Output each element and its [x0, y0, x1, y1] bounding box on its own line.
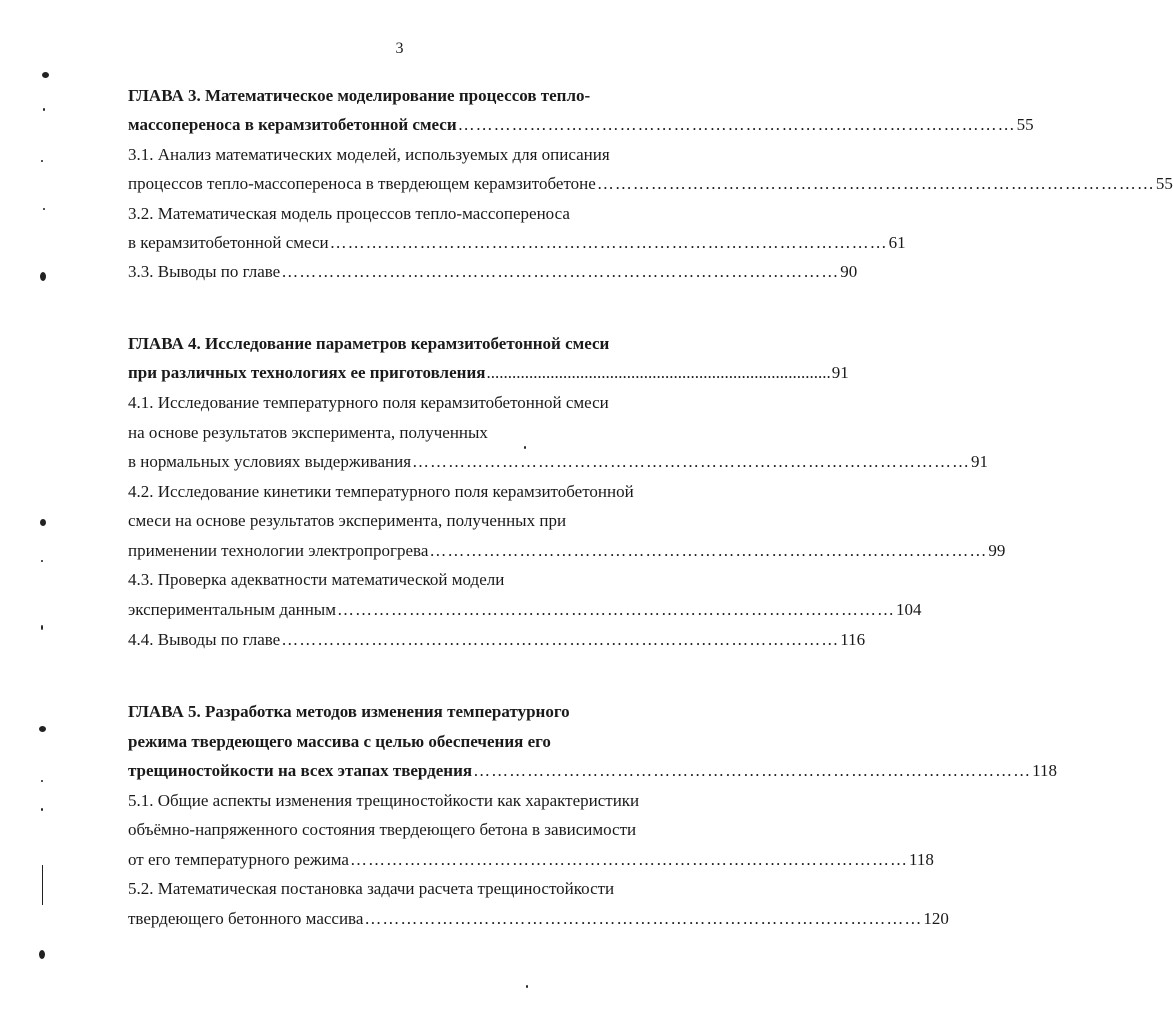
section-3-3-title: 3.3. Выводы по главе	[128, 262, 281, 281]
dot-leader: …………………………………………………………………………………	[473, 761, 1032, 780]
dot-leader: …………………………………………………………………………………	[364, 909, 923, 928]
dot-leader: …………………………………………………………………………………	[329, 233, 888, 252]
section-3-2-end: в керамзитобетонной смеси	[128, 233, 329, 252]
section-4-1-page: 91	[971, 452, 989, 471]
section-4-1-line-2: на основе результатов эксперимента, полученных	[128, 423, 488, 442]
scan-speck	[42, 72, 49, 78]
section-3-1-page: 55	[1155, 174, 1173, 193]
section-4-1-line-1: 4.1. Исследование температурного поля керамзитобетонной смеси	[128, 393, 609, 412]
dot-leader: …………………………………………………………………………………	[412, 452, 971, 471]
dot-leader: …………………………………………………………………………………	[336, 600, 895, 619]
scan-speck	[42, 865, 43, 905]
section-3-1-line: 3.1. Анализ математических моделей, используемых для описания	[128, 145, 610, 164]
section-4-1-end: в нормальных условиях выдерживания	[128, 452, 412, 471]
section-4-1-entry	[128, 451, 989, 473]
section-4-3-entry	[128, 599, 922, 621]
dot-leader: .................................................................................	[486, 363, 831, 382]
scan-speck	[39, 950, 45, 959]
chapter-4-heading-end: при различных технологиях ее приготовления	[128, 363, 486, 382]
section-5-1-line-1: 5.1. Общие аспекты изменения трещиностойкости как характеристики	[128, 791, 640, 810]
chapter-5-heading-line-2: режима твердеющего массива с целью обеспечения его	[128, 732, 551, 751]
chapter-4-page: 91	[831, 363, 849, 382]
dot-leader: …………………………………………………………………………………	[349, 850, 908, 869]
section-3-2-page: 61	[888, 233, 906, 252]
scan-speck	[41, 780, 43, 782]
dot-leader: …………………………………………………………………………………	[457, 115, 1016, 134]
dot-leader: …………………………………………………………………………………	[281, 262, 840, 281]
scan-speck	[40, 272, 46, 281]
section-4-2-entry	[128, 540, 1006, 562]
section-3-1-entry	[128, 173, 1173, 195]
chapter-5-page: 118	[1032, 761, 1057, 780]
chapter-3-toc-entry	[128, 114, 1034, 136]
chapter-3-heading-end: массопереноса в керамзитобетонной смеси	[128, 115, 457, 134]
section-5-2-line: 5.2. Математическая постановка задачи расчета трещиностойкости	[128, 879, 615, 898]
section-5-2-page: 120	[923, 909, 949, 928]
section-5-1-end: от его температурного режима	[128, 850, 349, 869]
section-3-2-entry	[128, 232, 906, 254]
dot-leader: …………………………………………………………………………………	[596, 174, 1155, 193]
scan-speck	[41, 808, 43, 811]
section-5-2-entry	[128, 908, 949, 930]
section-4-3-end: экспериментальным данным	[128, 600, 336, 619]
page-number: 3	[395, 40, 404, 57]
section-5-2-end: твердеющего бетонного массива	[128, 909, 364, 928]
chapter-5-toc-entry	[128, 760, 1057, 782]
scan-speck	[41, 160, 43, 162]
section-4-3-line: 4.3. Проверка адекватности математической модели	[128, 570, 505, 589]
section-3-1-end: процессов тепло-массопереноса в твердеющем керамзитобетоне	[128, 174, 596, 193]
section-3-3-entry	[128, 261, 858, 283]
dot-leader: …………………………………………………………………………………	[429, 541, 988, 560]
section-4-2-end: применении технологии электропрогрева	[128, 541, 429, 560]
section-4-4-page: 116	[840, 630, 866, 649]
section-5-1-page: 118	[908, 850, 934, 869]
scan-speck	[41, 560, 43, 562]
scan-speck	[41, 625, 43, 630]
section-3-2-line: 3.2. Математическая модель процессов тепло-массопереноса	[128, 204, 570, 223]
section-3-3-page: 90	[840, 262, 858, 281]
chapter-3-page: 55	[1016, 115, 1034, 134]
section-4-2-line-2: смеси на основе результатов эксперимента, полученных при	[128, 511, 567, 530]
section-4-2-page: 99	[988, 541, 1006, 560]
section-4-4-title: 4.4. Выводы по главе	[128, 630, 281, 649]
chapter-4-heading: ГЛАВА 4. Исследование параметров керамзитобетонной смеси	[128, 334, 610, 353]
scan-speck	[43, 108, 45, 111]
chapter-5-heading-end: трещиностойкости на всех этапах твердения	[128, 761, 473, 780]
chapter-4-toc-entry	[128, 362, 849, 384]
chapter-3-heading: ГЛАВА 3. Математическое моделирование процессов тепло-	[128, 86, 591, 105]
dot-leader: …………………………………………………………………………………	[281, 630, 840, 649]
scan-speck	[43, 208, 45, 210]
scan-speck	[526, 985, 528, 988]
scan-speck	[524, 446, 526, 449]
scan-speck	[40, 519, 46, 526]
section-5-1-line-2: объёмно-напряженного состояния твердеющего бетона в зависимости	[128, 820, 637, 839]
section-4-2-line-1: 4.2. Исследование кинетики температурного поля керамзитобетонной	[128, 482, 634, 501]
scan-speck	[39, 726, 46, 732]
section-4-4-entry	[128, 629, 866, 651]
chapter-5-heading-line-1: ГЛАВА 5. Разработка методов изменения температурного	[128, 702, 570, 721]
section-5-1-entry	[128, 849, 934, 871]
section-4-3-page: 104	[895, 600, 922, 619]
